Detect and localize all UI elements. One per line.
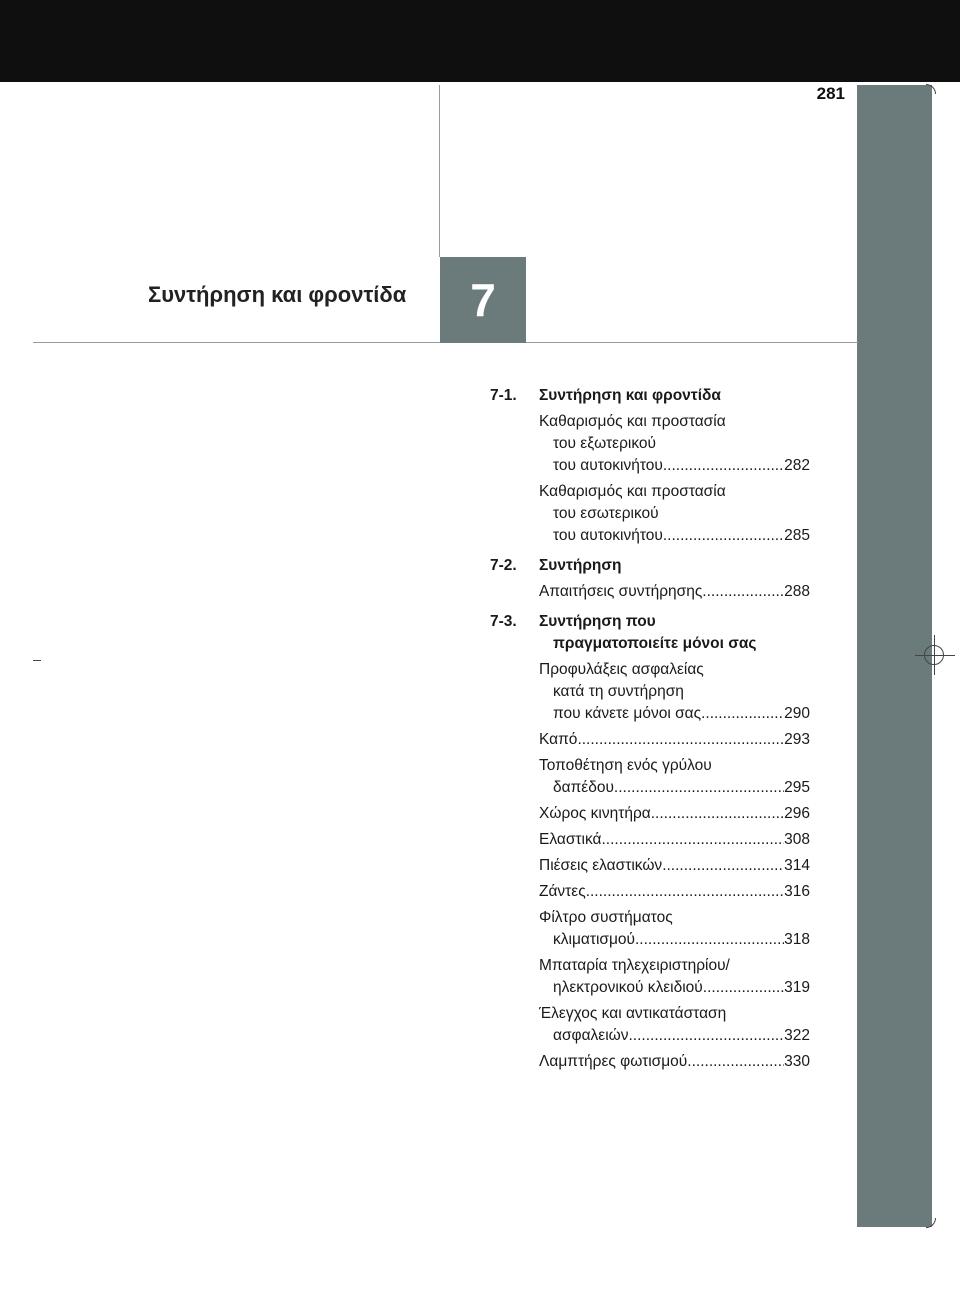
toc-entry — [490, 411, 810, 477]
entry-page-number: 285 — [784, 527, 810, 544]
entry-leader-line — [539, 929, 810, 951]
entry-leader-line — [539, 855, 810, 877]
entry-leader-line — [539, 1025, 810, 1047]
entry-text-line: Απαιτήσεις συντήρησης — [539, 583, 703, 600]
entry-text-line: Πιέσεις ελαστικών — [539, 857, 663, 874]
entry-text-line: Μπαταρία τηλεχειριστηρίου/ — [539, 957, 730, 974]
entry-leader-line — [539, 803, 810, 825]
entry-text-line: Χώρος κινητήρα — [539, 805, 651, 822]
toc-entry — [490, 581, 810, 603]
section-title-line: Συντήρηση — [539, 557, 622, 574]
entry-text-line: του αυτοκινήτου — [553, 527, 663, 544]
toc-entry — [490, 1051, 810, 1073]
entry-page-number: 322 — [784, 1027, 810, 1044]
dot-leader — [687, 1051, 784, 1073]
dot-leader — [614, 777, 784, 799]
entry-text-line: κλιματισμού — [553, 931, 635, 948]
toc-entry — [490, 659, 810, 725]
toc-entry — [490, 955, 810, 999]
dot-leader — [629, 1025, 785, 1047]
section-heading — [490, 611, 810, 655]
entry-page-number: 293 — [784, 731, 810, 748]
entry-page-number: 308 — [784, 831, 810, 848]
toc-entry — [490, 729, 810, 751]
entry-text-line: Φίλτρο συστήματος — [539, 909, 673, 926]
entry-text-line: του αυτοκινήτου — [553, 457, 663, 474]
section-heading — [490, 385, 810, 407]
vertical-divider — [439, 85, 440, 257]
entry-leader-line — [539, 525, 810, 547]
section-number: 7-2. — [490, 557, 517, 574]
entry-leader-line — [539, 729, 810, 751]
toc-entry — [490, 481, 810, 547]
dot-leader — [635, 929, 784, 951]
entry-text-line: δαπέδου — [553, 779, 614, 796]
entry-leader-line — [539, 581, 810, 603]
toc-entry — [490, 1003, 810, 1047]
chapter-title: Συντήρηση και φροντίδα — [148, 282, 407, 307]
dot-leader — [662, 855, 784, 877]
entry-page-number: 316 — [784, 883, 810, 900]
entry-page-number: 282 — [784, 457, 810, 474]
section-title-line: Συντήρηση που — [539, 613, 656, 630]
toc-section — [490, 611, 810, 1073]
dot-leader — [663, 525, 784, 547]
top-bar — [0, 0, 960, 82]
corner-mark-top-icon — [926, 84, 936, 94]
entry-leader-line — [539, 977, 810, 999]
entry-text-line: Καθαρισμός και προστασία — [539, 413, 726, 430]
dot-leader — [651, 803, 784, 825]
page-number: 281 — [816, 84, 845, 103]
entry-text-line: που κάνετε μόνοι σας — [553, 705, 702, 722]
chapter-side-tab — [857, 85, 932, 1227]
entry-text-line: κατά τη συντήρηση — [553, 683, 684, 700]
entry-page-number: 296 — [784, 805, 810, 822]
dot-leader — [702, 581, 784, 603]
section-title-line: πραγματοποιείτε μόνοι σας — [553, 635, 757, 652]
entry-page-number: 319 — [784, 979, 810, 996]
dot-leader — [701, 703, 784, 725]
entry-page-number: 314 — [784, 857, 810, 874]
entry-text-line: ασφαλειών — [553, 1027, 629, 1044]
toc-entry — [490, 855, 810, 877]
dot-leader — [577, 729, 784, 751]
section-number: 7-1. — [490, 387, 517, 404]
section-title-line: Συντήρηση και φροντίδα — [539, 387, 721, 404]
chapter-number-box: 7 — [440, 257, 526, 343]
entry-text-line: ηλεκτρονικού κλειδιού — [553, 979, 703, 996]
entry-text-line: Έλεγχος και αντικατάσταση — [539, 1005, 727, 1022]
toc-entry — [490, 803, 810, 825]
entry-text-line: Ζάντες — [539, 883, 586, 900]
toc-entry — [490, 755, 810, 799]
entry-page-number: 330 — [784, 1053, 810, 1070]
entry-leader-line — [539, 1051, 810, 1073]
entry-page-number: 318 — [784, 931, 810, 948]
entry-leader-line — [539, 777, 810, 799]
table-of-contents — [490, 385, 810, 1077]
dot-leader — [663, 455, 784, 477]
entry-page-number: 288 — [784, 583, 810, 600]
entry-leader-line — [539, 829, 810, 851]
toc-entry — [490, 907, 810, 951]
toc-entry — [490, 881, 810, 903]
entry-text-line: Καθαρισμός και προστασία — [539, 483, 726, 500]
entry-text-line: του εξωτερικού — [553, 435, 656, 452]
entry-text-line: Ελαστικά — [539, 831, 602, 848]
corner-mark-bottom-icon — [926, 1218, 936, 1228]
section-number: 7-3. — [490, 613, 517, 630]
entry-text-line: Λαμπτήρες φωτισμού — [539, 1053, 688, 1070]
crop-mark-left — [33, 660, 41, 661]
toc-section — [490, 385, 810, 547]
entry-text-line: Καπό — [539, 731, 578, 748]
dot-leader — [586, 881, 784, 903]
entry-page-number: 290 — [784, 705, 810, 722]
section-heading — [490, 555, 810, 577]
toc-section — [490, 555, 810, 603]
entry-text-line: Τοποθέτηση ενός γρύλου — [539, 757, 712, 774]
entry-text-line: του εσωτερικού — [553, 505, 659, 522]
registration-mark-icon — [924, 645, 944, 665]
entry-text-line: Προφυλάξεις ασφαλείας — [539, 661, 704, 678]
entry-page-number: 295 — [784, 779, 810, 796]
entry-leader-line — [539, 455, 810, 477]
dot-leader — [703, 977, 784, 999]
dot-leader — [601, 829, 784, 851]
toc-entry — [490, 829, 810, 851]
entry-leader-line — [539, 881, 810, 903]
entry-leader-line — [539, 703, 810, 725]
